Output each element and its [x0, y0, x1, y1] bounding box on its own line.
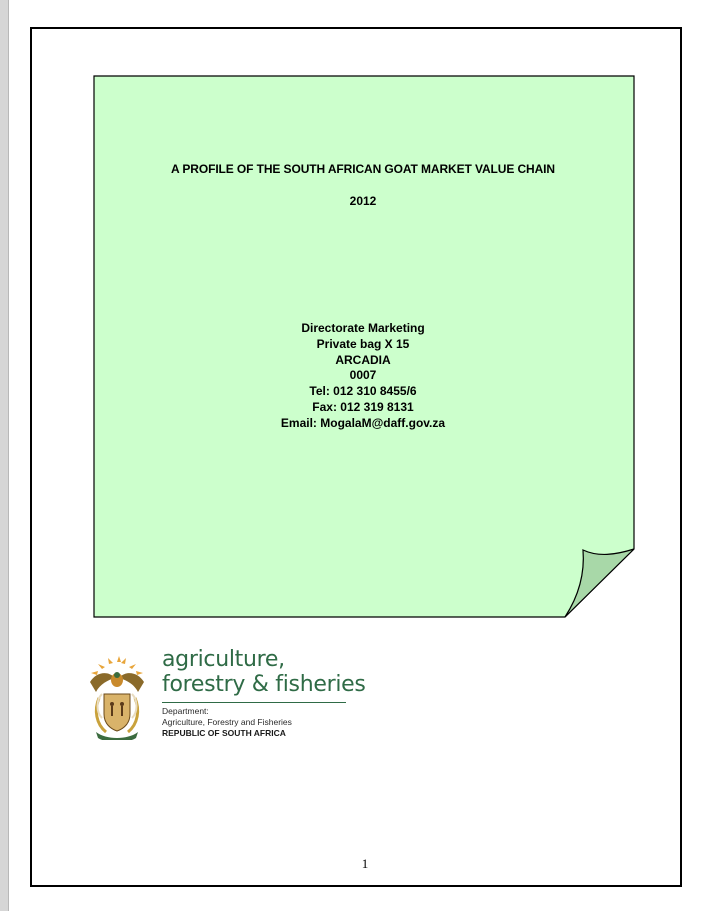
address-city: ARCADIA — [335, 352, 391, 367]
address-fax: Fax: 012 319 8131 — [312, 399, 414, 414]
document-year: 2012 — [349, 194, 377, 208]
address-email: Email: MogalaM@daff.gov.za — [280, 415, 446, 430]
viewer-left-edge — [0, 0, 9, 911]
page-number: 1 — [361, 856, 369, 871]
daff-logo — [82, 647, 366, 745]
document-title: A PROFILE OF THE SOUTH AFRICAN GOAT MARKET VALUE CHAIN — [171, 162, 555, 176]
logo-forestry-fisheries-text: forestry & fisheries — [162, 672, 366, 697]
logo-department-label: Department: — [162, 706, 209, 716]
logo-divider — [162, 702, 346, 703]
address-bag: Private bag X 15 — [316, 336, 410, 351]
contact-address — [93, 321, 633, 432]
address-postcode: 0007 — [349, 368, 377, 383]
logo-agriculture-text: agriculture, — [162, 647, 285, 672]
logo-department-name: Agriculture, Forestry and Fisheries — [162, 717, 292, 727]
address-directorate: Directorate Marketing — [301, 321, 425, 335]
logo-republic-label: REPUBLIC OF SOUTH AFRICA — [162, 728, 286, 738]
coat-of-arms-icon — [82, 654, 152, 740]
address-tel: Tel: 012 310 8455/6 — [309, 384, 417, 399]
